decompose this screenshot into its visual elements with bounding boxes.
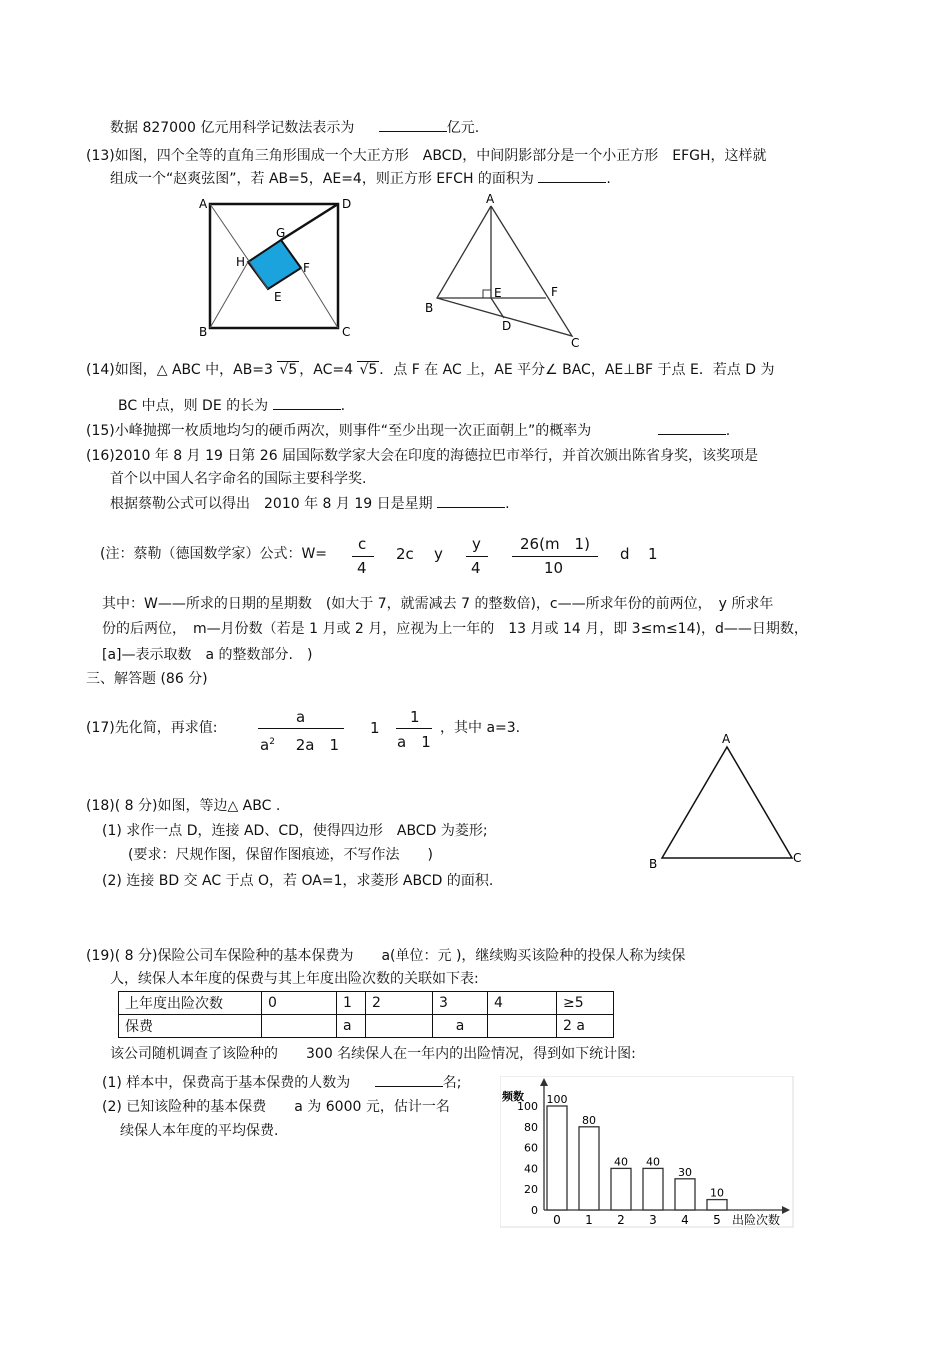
x-tick-label: 5 xyxy=(713,1213,721,1227)
q18-line4: (2) 连接 BD 交 AC 于点 O，若 OA=1，求菱形 ABCD 的面积. xyxy=(102,873,494,889)
bar xyxy=(547,1106,567,1210)
y-tick-label: 0 xyxy=(531,1204,538,1217)
label-g: G xyxy=(276,226,286,240)
q12-line xyxy=(110,119,479,137)
formula-c-num: c xyxy=(358,535,367,553)
table-cell xyxy=(262,1015,337,1038)
q17-frac2-num: 1 xyxy=(410,708,420,726)
q17-den-rest: 2a 1 xyxy=(295,736,339,754)
q17-den-sup: 2 xyxy=(269,737,275,747)
q17-frac1-den xyxy=(260,733,339,754)
q14-text-2: BC 中点，则 DE 的长为 xyxy=(118,398,269,414)
q14-text-a: (14)如图，△ ABC 中，AB=3 xyxy=(86,362,273,378)
x-axis-title: 出险次数 xyxy=(732,1213,781,1227)
formula-26m-num: 26(m 1) xyxy=(520,535,590,553)
table-cell xyxy=(366,1015,433,1038)
q19-sub1 xyxy=(102,1074,461,1092)
formula-frac-line-2 xyxy=(466,556,488,557)
label-b: B xyxy=(649,857,658,870)
formula-frac-line-1 xyxy=(352,556,374,557)
formula-d: d xyxy=(620,545,630,563)
triangle-abc xyxy=(662,747,792,858)
label-c: C xyxy=(342,325,351,339)
q19-sub1-answer-blank[interactable] xyxy=(375,1074,443,1087)
sqrt-value: 5 xyxy=(368,362,378,378)
q18-line3: (要求：尺规作图，保留作图痕迹，不写作法 ) xyxy=(128,847,433,863)
q19-sub2-line1: (2) 已知该险种的基本保费 a 为 6000 元，估计一名 xyxy=(102,1099,450,1115)
bar-value-label: 10 xyxy=(710,1186,724,1200)
label-f: F xyxy=(303,261,310,275)
q19-line3: 该公司随机调查了该险种的 300 名续保人在一年内的出险情况，得到如下统计图: xyxy=(110,1046,636,1062)
bar-value-label: 40 xyxy=(646,1155,660,1169)
q14-text-c: ．点 F 在 AC 上，AE 平分∠ BAC，AE⊥BF 于点 E．若点 D 为 xyxy=(379,362,775,378)
q15-text: (15)小峰抛掷一枚质地均匀的硬币两次，则事件“至少出现一次正面朝上”的概率为 xyxy=(86,423,592,439)
bar xyxy=(643,1168,663,1210)
q13-line2: 组成一个“赵爽弦图”，若 AB=5，AE=4，则正方形 EFCH 的面积为 . xyxy=(110,171,611,187)
q19-sub1-text: (1) 样本中，保费高于基本保费的人数为 xyxy=(102,1075,351,1091)
line-b-h xyxy=(210,262,248,328)
table-cell: 3 xyxy=(433,992,488,1015)
label-d: D xyxy=(502,319,512,333)
q16-line2: 首个以中国人名字命名的国际主要科学奖. xyxy=(110,471,367,487)
formula-y-num: y xyxy=(472,535,481,553)
x-tick-label: 2 xyxy=(617,1213,625,1227)
formula-10-den: 10 xyxy=(544,559,564,577)
label-h: H xyxy=(236,255,246,269)
q18-line1: (18)( 8 分)如图，等边△ ABC . xyxy=(86,798,281,814)
q14-line1 xyxy=(86,361,775,379)
label-e: E xyxy=(274,290,282,304)
table-cell: 保费 xyxy=(119,1015,262,1038)
formula-1: 1 xyxy=(648,545,658,563)
q17-frac1-num: a xyxy=(296,708,306,726)
inner-shaded-square xyxy=(248,240,301,289)
label-e: E xyxy=(494,286,502,300)
table-cell: 上年度出险次数 xyxy=(119,992,262,1015)
bisector-triangle-figure xyxy=(420,192,590,350)
sqrt5-b: √5 xyxy=(359,362,378,378)
section-3-heading: 三、解答题 (86 分) xyxy=(86,671,208,687)
y-tick-label: 40 xyxy=(524,1162,538,1176)
bar-value-label: 80 xyxy=(582,1113,596,1127)
zeller-formula-prefix: (注：蔡勒（德国数学家）公式：W= xyxy=(100,546,328,562)
table-cell: 4 xyxy=(488,992,557,1015)
zeller-note3: [a]—表示取数 a 的整数部分. ) xyxy=(102,647,313,663)
q16-answer-blank[interactable] xyxy=(437,495,505,508)
q14-line2: BC 中点，则 DE 的长为 . xyxy=(118,398,346,414)
sqrt5-a: √5 xyxy=(279,362,298,378)
table-cell: 2 a xyxy=(557,1015,614,1038)
formula-frac-line-3 xyxy=(512,556,598,557)
q16-line1: (16)2010 年 8 月 19 日第 26 届国际数学家大会在印度的海德拉巴市举行，并首次颁出陈省身奖，该奖项是 xyxy=(86,448,759,464)
bar xyxy=(579,1127,599,1210)
table-cell: a xyxy=(433,1015,488,1038)
y-tick-label: 20 xyxy=(524,1183,538,1197)
bar-value-label: 40 xyxy=(614,1155,628,1169)
q19-line1: (19)( 8 分)保险公司车保险种的基本保费为 a(单位：元 )，继续购买该险种的投保人称为续保 xyxy=(86,948,686,964)
table-row xyxy=(119,992,614,1015)
x-tick-label: 0 xyxy=(553,1213,561,1227)
zeller-note2: 份的后两位， m—月份数（若是 1 月或 2 月，应视为上一年的 13 月或 14 月，即 3≤m≤14)，d——日期数， xyxy=(102,621,808,637)
claims-frequency-bar-chart xyxy=(500,1076,794,1228)
q17-den-a: a xyxy=(260,736,270,754)
bar xyxy=(707,1200,727,1210)
y-tick-label: 80 xyxy=(524,1120,538,1134)
table-cell: 1 xyxy=(337,992,366,1015)
x-tick-label: 1 xyxy=(585,1213,593,1227)
q16-text-3: 根据蔡勒公式可以得出 2010 年 8 月 19 日是星期 xyxy=(110,496,433,512)
formula-2c: 2c xyxy=(396,545,414,563)
bar-value-label: 30 xyxy=(678,1165,692,1179)
q12-answer-blank[interactable] xyxy=(379,119,447,132)
label-b: B xyxy=(425,301,434,315)
q14-text-b: ，AC=4 xyxy=(299,362,353,378)
q19-sub2-line2: 续保人本年度的平均保费. xyxy=(120,1123,279,1139)
q13-line1: (13)如图，四个全等的直角三角形围成一个大正方形 ABCD，中间阴影部分是一个小正方形 EFGH，这样就 xyxy=(86,148,767,164)
formula-4-den: 4 xyxy=(357,559,367,577)
line-a-e xyxy=(210,204,268,289)
q13-answer-blank[interactable] xyxy=(538,170,606,183)
premium-table xyxy=(118,991,614,1038)
table-cell: 2 xyxy=(366,992,433,1015)
q17-frac-line-1 xyxy=(258,728,344,729)
q16-line3: 根据蔡勒公式可以得出 2010 年 8 月 19 日是星期 . xyxy=(110,496,510,512)
q13-text: 组成一个“赵爽弦图”，若 AB=5，AE=4，则正方形 EFCH 的面积为 xyxy=(110,171,534,187)
y-axis-title: 频数 xyxy=(502,1090,524,1103)
formula-y: y xyxy=(434,545,443,563)
sqrt-value: 5 xyxy=(288,362,298,378)
bar xyxy=(675,1179,695,1210)
formula-4-den-2: 4 xyxy=(471,559,481,577)
right-angle-mark xyxy=(483,290,491,298)
label-c: C xyxy=(793,851,802,865)
table-cell: ≥5 xyxy=(557,992,614,1015)
label-a: A xyxy=(199,197,208,211)
zhao-shuang-figure xyxy=(196,194,356,340)
label-d: D xyxy=(342,197,352,211)
bar xyxy=(611,1168,631,1210)
x-tick-label: 3 xyxy=(649,1213,657,1227)
line-c-f xyxy=(301,268,338,328)
label-c: C xyxy=(571,336,580,350)
q17-prefix: (17)先化简，再求值: xyxy=(86,720,218,736)
equilateral-triangle-figure xyxy=(644,730,814,870)
q17-frac-line-2 xyxy=(396,728,432,729)
table-row xyxy=(119,1015,614,1038)
q18-line2: (1) 求作一点 D，连接 AD、CD，使得四边形 ABCD 为菱形; xyxy=(102,823,488,839)
label-a: A xyxy=(486,192,495,206)
zeller-note1: 其中：W——所求的日期的星期数 (如大于 7，就需减去 7 的整数倍)，c——所求年份的前两位， y 所求年 xyxy=(102,596,774,612)
table-cell xyxy=(488,1015,557,1038)
q15-line: (15)小峰抛掷一枚质地均匀的硬币两次，则事件“至少出现一次正面朝上”的概率为 . xyxy=(86,423,731,439)
y-tick-label: 60 xyxy=(524,1141,538,1155)
q17-suffix: ，其中 a=3. xyxy=(440,720,521,736)
q19-sub1-unit: 名; xyxy=(442,1075,462,1091)
table-cell: a xyxy=(337,1015,366,1038)
y-tick-label: 100 xyxy=(517,1100,538,1113)
table-cell: 0 xyxy=(262,992,337,1015)
label-b: B xyxy=(199,325,208,339)
label-a: A xyxy=(722,732,731,746)
q12-unit: 亿元. xyxy=(446,120,480,136)
q17-frac2-den: a 1 xyxy=(397,733,431,751)
line-d-g xyxy=(281,204,338,240)
bar-value-label: 100 xyxy=(546,1093,568,1106)
q19-line2: 人，续保人本年度的保费与其上年度出险次数的关联如下表: xyxy=(110,971,479,987)
q14-answer-blank[interactable] xyxy=(273,397,341,410)
triangle-abc xyxy=(437,206,572,336)
q12-text: 数据 827000 亿元用科学记数法表示为 xyxy=(110,120,355,136)
q17-one: 1 xyxy=(370,719,380,737)
label-f: F xyxy=(551,285,558,299)
q15-answer-blank[interactable] xyxy=(658,422,726,435)
x-tick-label: 4 xyxy=(681,1213,689,1227)
